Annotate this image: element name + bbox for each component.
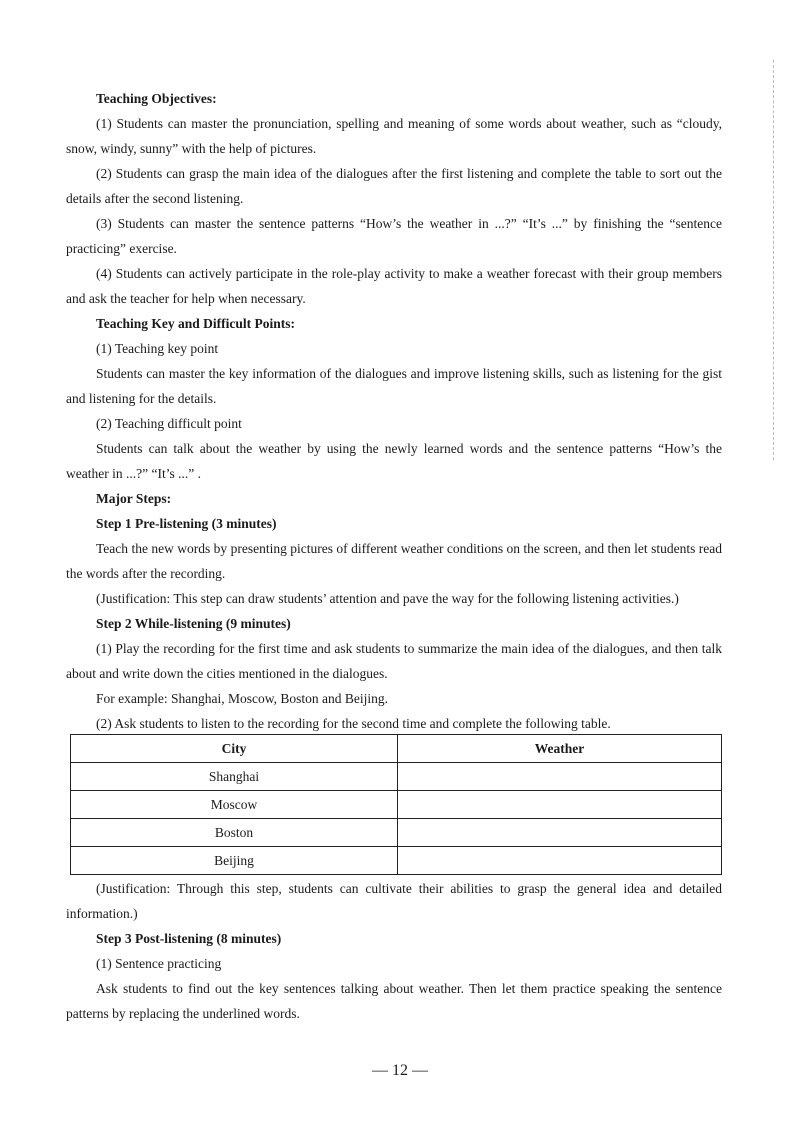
table-cell-city: Beijing xyxy=(71,847,398,875)
table-cell-city: Shanghai xyxy=(71,763,398,791)
table-header-row xyxy=(71,735,722,763)
key-point-label: (1) Teaching key point xyxy=(96,341,219,356)
table-row xyxy=(71,763,722,791)
table-cell-weather xyxy=(398,819,722,847)
step3-heading: Step 3 Post-listening (8 minutes) xyxy=(96,931,282,946)
step2-example: For example: Shanghai, Moscow, Boston and Beijing. xyxy=(96,691,388,706)
table-cell-weather xyxy=(398,791,722,819)
table-row xyxy=(71,847,722,875)
step2-heading: Step 2 While-listening (9 minutes) xyxy=(96,616,291,631)
weather-table xyxy=(70,734,722,875)
step1-text: Teach the new words by presenting pictures of different weather conditions on the screen, and then let students read the words after the recording. xyxy=(66,541,722,581)
difficult-point-label: (2) Teaching difficult point xyxy=(96,416,242,431)
step3-text: Ask students to find out the key sentences talking about weather. Then let them practice speaking the sentence patterns by replacing the underlined words. xyxy=(66,981,722,1021)
step1-justification: (Justification: This step can draw students’ attention and pave the way for the following listening activities.) xyxy=(96,591,679,606)
table-cell-city: Boston xyxy=(71,819,398,847)
table-row xyxy=(71,791,722,819)
page-number: — 12 — xyxy=(372,1062,428,1079)
binding-margin-rule xyxy=(773,60,775,460)
table-header-weather: Weather xyxy=(398,735,722,763)
objective-item: (4) Students can actively participate in the role-play activity to make a weather forecast with their group members and ask the teacher for help when necessary. xyxy=(66,266,722,306)
objective-item: (2) Students can grasp the main idea of the dialogues after the first listening and complete the table to sort out the details after the second listening. xyxy=(66,166,722,206)
table-header-city: City xyxy=(71,735,398,763)
table-row xyxy=(71,819,722,847)
step3-item1: (1) Sentence practicing xyxy=(96,956,222,971)
objective-item: (1) Students can master the pronunciation, spelling and meaning of some words about weather, such as “cloudy, snow, windy, sunny” with the help of pictures. xyxy=(66,116,722,156)
step2-item2: (2) Ask students to listen to the recording for the second time and complete the following table. xyxy=(96,716,611,731)
major-steps-heading: Major Steps: xyxy=(96,491,172,506)
step2-item1: (1) Play the recording for the first time and ask students to summarize the main idea of the dialogues, and then talk about and write down the cities mentioned in the dialogues. xyxy=(66,641,722,681)
difficult-point-text: Students can talk about the weather by using the newly learned words and the sentence patterns “How’s the weather in ...?” “It’s ...” . xyxy=(66,441,722,481)
table-cell-city: Moscow xyxy=(71,791,398,819)
key-point-text: Students can master the key information of the dialogues and improve listening skills, such as listening for the gist and listening for the details. xyxy=(66,366,722,406)
objective-item: (3) Students can master the sentence patterns “How’s the weather in ...?” “It’s ...” by finishing the “sentence practicing” exercise. xyxy=(66,216,722,256)
post-table-section xyxy=(66,876,722,1026)
step2-justification: (Justification: Through this step, students can cultivate their abilities to grasp the general idea and detailed information.) xyxy=(66,881,722,921)
step1-heading: Step 1 Pre-listening (3 minutes) xyxy=(96,516,277,531)
key-points-heading: Teaching Key and Difficult Points: xyxy=(96,316,296,331)
table-cell-weather xyxy=(398,763,722,791)
table-cell-weather xyxy=(398,847,722,875)
objectives-heading: Teaching Objectives: xyxy=(96,91,217,106)
objectives-section xyxy=(66,86,722,736)
